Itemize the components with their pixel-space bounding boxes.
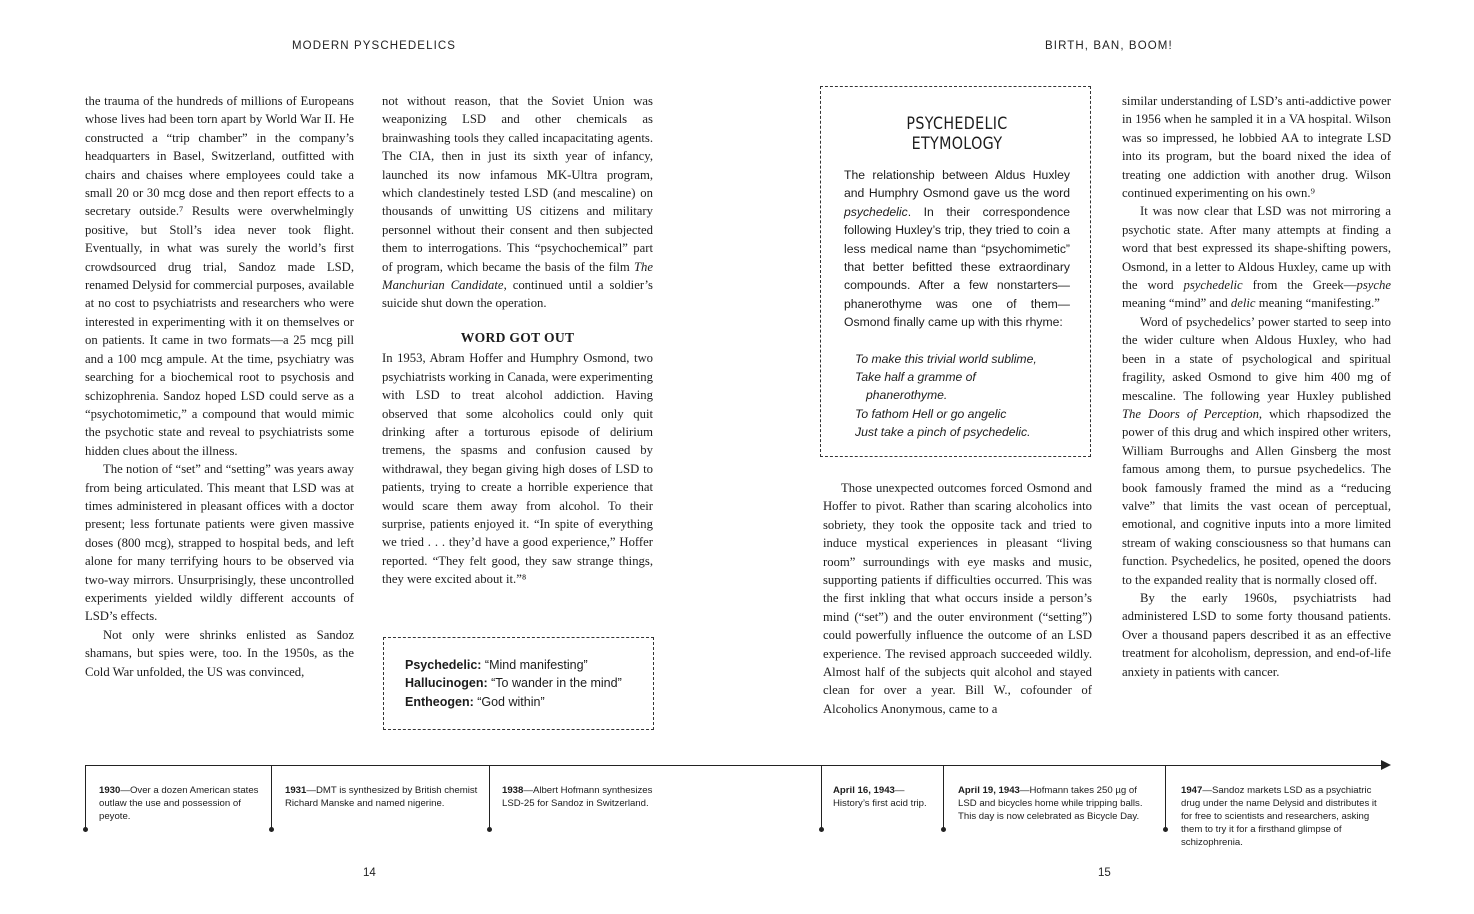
poem-line: To fathom Hell or go angelic <box>855 406 1007 421</box>
etymology-sidebar <box>820 86 1091 457</box>
text-run: , which rhapsodized the power of this drug and which inspired other writers, William Burroughs and Allen Ginsberg the most famous among them, to pursue psychedelics. The book famously framed the mind as a “reducing valve” that limits the vast ocean of perceptual, emotional, and cognitive inputs into a more limited stream of waking consciousness so that humans can function. Psychedelics, he posited, opened the doors to the expanded reality that is normally closed off. <box>1122 406 1391 587</box>
emphasized-word: psyche <box>1356 278 1391 293</box>
event-date: April 16, 1943 <box>833 785 895 796</box>
definition-row <box>405 693 643 711</box>
event-text: —Albert Hofmann synthesizes LSD-25 for Sandoz in Switzerland. <box>502 785 653 809</box>
event-date: 1938 <box>502 785 524 796</box>
paragraph: Not only were shrinks enlisted as Sandoz shamans, but spies were, too. In the 1950s, as the Cold War unfolded, the US was convinced, <box>85 627 354 679</box>
poem-line: Take half a gramme of <box>855 370 976 385</box>
timeline-event <box>958 784 1153 823</box>
paragraph <box>382 92 653 313</box>
event-date: 1947 <box>1181 785 1203 796</box>
emphasized-word: psychedelic <box>1183 278 1243 293</box>
running-head-left: MODERN PYSCHEDELICS <box>292 40 457 52</box>
book-title: The Doors of Perception <box>1122 406 1259 421</box>
text-run: not without reason, that the Soviet Union was weaponizing LSD and other chemicals as brainwashing tools they called incapacitating agents. The CIA, then in just its sixth year of infancy, launched its now infamous MK-Ultra program, which clandestinely tested LSD (and mescaline) on thousands of unwitting US citizens and military personnel without their consent and then subjected them to interrogations. This “psychochemical” part of program, which became the basis of the film <box>382 94 653 274</box>
paragraph <box>1122 202 1391 312</box>
paragraph: Those unexpected outcomes forced Osmond and Hoffer to pivot. Rather than scaring alcoholics into sobriety, they took the opposite tack and tried to induce mystical experiences in pleasant “living room” surroundings with eye masks and music, supporting patients if difficulties occurred. This was the first inkling that what occurs inside a person’s mind (“set”) and the outer environment (“setting”) could powerfully influence the outcome of an LSD experience. The revised approach succeeded wildly. Almost half of the subjects quit alcohol and stayed clean for over a year. Bill W., cofounder of Alcoholics Anonymous, came to a <box>823 481 1092 716</box>
text-run: . In their correspondence following Huxley’s trip, they tried to coin a less medical name than “psychomimetic” that better befitted these extraordinary compounds. After a few nonstarters—phanerothyme was one of them—Osmond finally came up with this rhyme: <box>844 204 1070 330</box>
page-number-right: 15 <box>1098 867 1111 879</box>
paragraph: By the early 1960s, psychiatrists had administered LSD to some forty thousand patients. Over a thousand papers described it as an effective treatment for alcoholism, depression, and end-of-life anxiety in patients with cancer. <box>1122 590 1391 679</box>
paragraph: In 1953, Abram Hoffer and Humphry Osmond, two psychiatrists working in Canada, were experimenting with LSD to treat alcohol addiction. Having observed that some alcoholics could only quit drinking after a torturous episode of delirium tremens, the spasms and confusion caused by withdrawal, they began giving high doses of LSD to patients, trying to create a horrible experience that would scare them away from alcohol. To their surprise, patients enjoyed it. “In spite of everything we tried . . . they’d have a good experience,” Hoffer reported. “They felt good, they saw strange things, they were excited about it.”⁸ <box>382 351 653 587</box>
emphasized-word: delic <box>1230 296 1256 311</box>
definition-row <box>405 656 643 674</box>
page-number-left: 14 <box>363 867 376 879</box>
text-run: The relationship between Aldus Huxley and Humphry Osmond gave us the word <box>844 168 1070 201</box>
event-text: — History’s first acid trip. <box>833 785 927 809</box>
section-heading: WORD GOT OUT <box>460 329 575 345</box>
definitions-box <box>383 637 654 730</box>
paragraph <box>1122 313 1391 589</box>
definition-term: Hallucinogen: <box>405 676 488 691</box>
sidebar-body <box>844 166 1070 332</box>
timeline-event <box>1181 784 1381 849</box>
timeline-tick <box>821 765 822 829</box>
event-date: 1931 <box>285 785 307 796</box>
text-column-2 <box>382 92 653 589</box>
film-title: The Manchurian Candidate <box>382 259 653 293</box>
timeline-tick <box>943 765 944 829</box>
emphasized-word: psychedelic <box>844 204 908 219</box>
timeline-event <box>285 784 480 810</box>
timeline-axis <box>85 765 1385 766</box>
definition-term: Psychedelic: <box>405 658 482 672</box>
arrow-right-icon <box>1381 760 1391 770</box>
paragraph: The notion of “set” and “setting” was years away from being articulated. This meant that LSD was at times administered in pleasant offices with a doctor present; less fortunate patients were given massive doses (800 mcg), strapped to hospital beds, and left alone for many terrifying hours to be observed via two-way mirrors. Unsurprisingly, these uncontrolled experiments yielded wildly different accounts of LSD’s effects. <box>85 462 354 624</box>
timeline-tick <box>85 765 86 829</box>
timeline-tick <box>489 765 490 829</box>
event-date: April 19, 1943 <box>958 785 1020 796</box>
timeline-event <box>833 784 938 810</box>
text-column-4 <box>1122 92 1391 681</box>
event-text: —Sandoz markets LSD as a psychiatric drug under the name Delysid and distributes it for free to scientists and researchers, asking them to try it for a firsthand glimpse of schizophrenia. <box>1181 785 1377 848</box>
text-run: It was now clear that LSD was not mirroring a psychotic state. After many attempts at finding a word that best expressed its shape-shifting powers, Osmond, in a letter to Aldous Huxley, came up with the word <box>1122 204 1391 293</box>
text-run: Word of psychedelics’ power started to seep into the wider culture when Aldous Huxley, who had been in a state of psychological and spiritual fragility, asked Osmond to give him 400 mg of mescaline. The following year Huxley published <box>1122 314 1391 403</box>
text-run: meaning “manifesting.” <box>1255 296 1380 311</box>
sidebar-title: PSYCHEDELIC ETYMOLOGY <box>906 114 1008 154</box>
definition-meaning: “Mind manifesting” <box>481 658 588 672</box>
text-run: meaning “mind” and <box>1122 296 1231 311</box>
text-column-3 <box>823 479 1092 718</box>
poem-line: Just take a pinch of psychedelic. <box>855 425 1031 440</box>
poem-line: To make this trivial world sublime, <box>855 351 1037 366</box>
definition-meaning: “To wander in the mind” <box>487 676 622 691</box>
poem-line: phanerothyme. <box>866 388 948 403</box>
text-run: , continued until a soldier’s suicide shut down the operation. <box>382 278 653 311</box>
event-text: —DMT is synthesized by British chemist Richard Manske and named nigerine. <box>285 785 478 809</box>
timeline-event <box>502 784 662 810</box>
event-text: —Hofmann takes 250 µg of LSD and bicycles home while tripping balls. This day is now celebrated as Bicycle Day. <box>958 785 1143 822</box>
event-date: 1930 <box>99 785 121 796</box>
text-column-1 <box>85 92 354 681</box>
timeline-tick <box>1165 765 1166 829</box>
text-run: from the Greek— <box>1242 278 1357 293</box>
paragraph: similar understanding of LSD’s anti-addictive power in 1956 when he sampled it in a VA hospital. Wilson was so impressed, he lobbied AA to integrate LSD into its program, but the board nixed the idea of treating one addiction with another drug. Wilson continued experimenting on his own.⁹ <box>1122 94 1391 201</box>
timeline-event <box>99 784 264 823</box>
timeline-tick <box>271 765 272 829</box>
poem <box>844 350 1070 442</box>
definition-term: Entheogen: <box>405 694 474 709</box>
running-head-right: BIRTH, BAN, BOOM! <box>1045 40 1173 52</box>
paragraph: the trauma of the hundreds of millions of Europeans whose lives had been torn apart by World War II. He constructed a “trip chamber” in the company’s headquarters in Basel, Switzerland, outfitted with chairs and chaises where employees could take a small 20 or 30 mcg dose and then report effects to a secretary outside.⁷ Results were overwhelmingly positive, but Stoll’s idea never took flight. Eventually, in what was surely the world’s first crowdsourced drug trial, Sandoz made LSD, renamed Delysid for commercial purposes, available at no cost to psychiatrists and researchers who were interested in experimenting with it on themselves or on patients. It came in two formats—a 25 mcg pill and a 100 mcg ampule. At the time, psychiatry was searching for a biochemical root to psychosis and schizophrenia. Sandoz hoped LSD could serve as a “psychotomimetic,” a compound that would mimic the psychotic state and reveal to psychiatrists some hidden clues about the illness. <box>85 94 354 458</box>
event-text: —Over a dozen American states outlaw the use and possession of peyote. <box>99 785 259 822</box>
definition-row <box>405 674 643 692</box>
definition-meaning: “God within” <box>473 694 545 709</box>
